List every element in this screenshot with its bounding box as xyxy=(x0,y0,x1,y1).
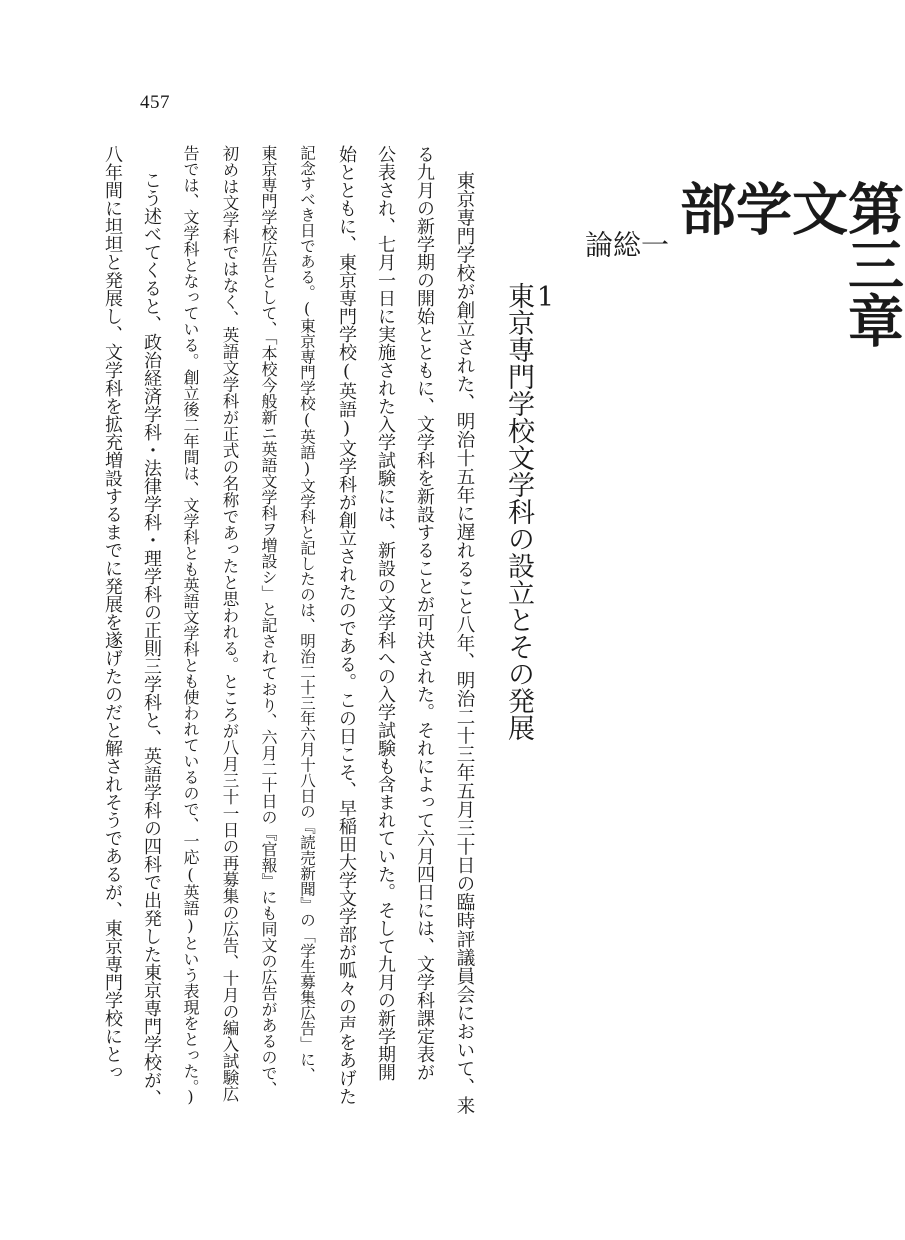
chapter-char-2: 学 xyxy=(727,180,793,236)
page-number: 457 xyxy=(140,92,170,113)
body-line-7: 初めは文学科ではなく、英語文学科が正式の名称であったと思われる。ところが八月三十一日の再募集の広告、十月の編入試験広 xyxy=(220,145,239,1102)
body-line-3: 公表され、七月一日に実施された入学試験には、新設の文学科への入学試験も含まれていた。そして九月の新学期開 xyxy=(375,145,396,1081)
subsection-title: 東京専門学校文学科の設立とその発展 xyxy=(503,282,534,741)
subsection-number: 1 xyxy=(530,282,561,313)
section-char-1: 総 xyxy=(609,230,642,258)
body-line-5: 記念すべき日である。(東京専門学校(英語)文学科と記したのは、明治二十三年六月十八日の『読売新聞』の「学生募集広告」に、 xyxy=(298,145,316,1083)
body-line-4: 始とともに、東京専門学校(英語)文学科が創立されたのである。この日こそ、早稲田大学文学部が呱々の声をあげた xyxy=(336,145,357,1105)
chapter-number: 第三章 xyxy=(839,180,905,348)
body-line-10: 八年間に坦坦と発展し、文学科を拡充増設するまでに発展を遂げたのだと解されそうであるが、東京専門学校にとっ xyxy=(102,145,123,1081)
body-line-1: 東京専門学校が創立された、明治十五年に遅れること八年、明治二十三年五月三十日の臨時評議員会において、来 xyxy=(454,171,475,1115)
chapter-char-3: 部 xyxy=(671,180,737,236)
body-line-8: 告では、文学科となっている。創立後二年間は、文学科とも英語文学科とも使われているので、一応(英語)という表現をとった。) xyxy=(181,145,200,1106)
body-line-9: こう述べてくると、政治経済学科・法律学科・理学科の正則三学科と、英語学科の四科で出発した東京専門学校が、 xyxy=(141,171,162,1107)
section-char-2: 論 xyxy=(581,230,614,258)
body-line-6: 東京専門学校広告として、「本校今般新ニ英語文学科ヲ増設シ」と記されており、六月二十日の『官報』にも同文の広告があるので、 xyxy=(259,145,278,1097)
section-title xyxy=(581,230,670,282)
subsection-heading xyxy=(505,282,559,741)
chapter-char-1: 文 xyxy=(783,180,849,236)
chapter-title xyxy=(671,180,905,348)
body-line-2: る九月の新学期の開始とともに、文学科を新設することが可決された。それによって六月四日には、文学科課定表が xyxy=(414,145,435,1081)
section-number: 一 xyxy=(637,230,670,258)
